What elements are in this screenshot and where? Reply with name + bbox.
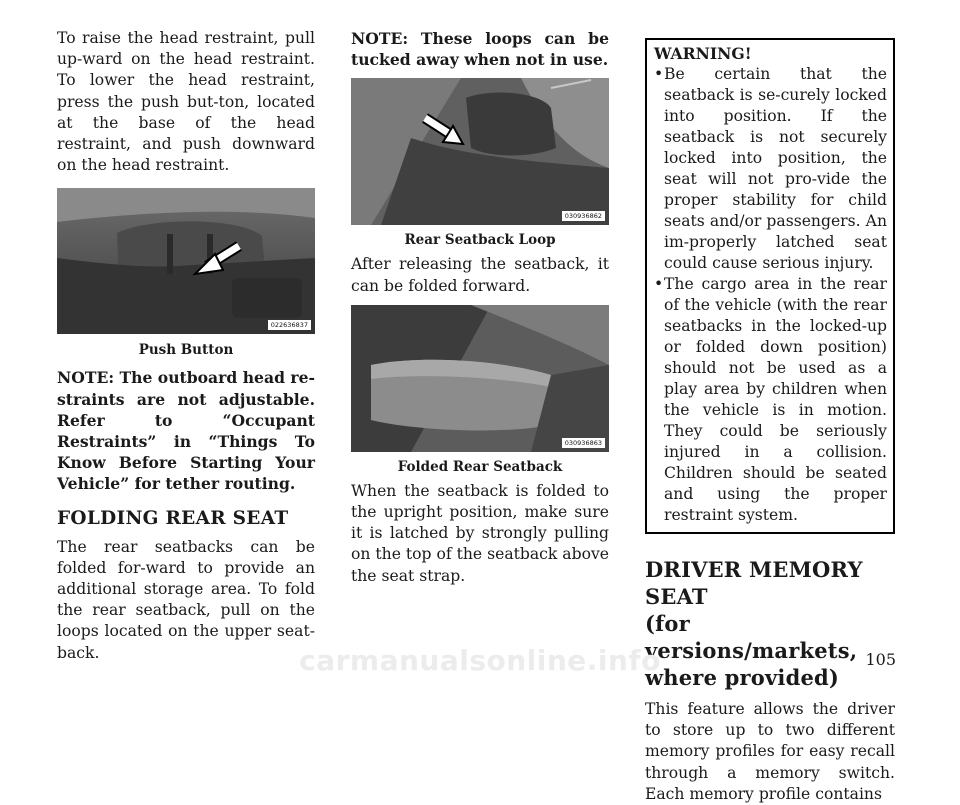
push-button-photo (57, 188, 315, 334)
loops-note: NOTE: These loops can be tucked away when not in use. (351, 29, 609, 70)
column-middle (351, 28, 609, 587)
warning-title: WARNING! (654, 44, 752, 63)
after-releasing-paragraph: After releasing the seatback, it can be folded forward. (351, 255, 609, 295)
image-code: 030936862 (562, 211, 605, 221)
rear-seatback-loop-caption: Rear Seatback Loop (404, 232, 556, 249)
bullet-icon: • (654, 275, 664, 293)
folding-rear-seat-paragraph: The rear seatbacks can be folded for-ward to provide an additional storage area. To fold the rear seatback, pull on the loops located on the upper seat-back. (57, 537, 315, 662)
heading-line: (for versions/markets, (645, 611, 858, 663)
upright-latch-paragraph: When the seatback is folded to the upright position, make sure it is latched by strongly pulling on the top of the seatback above the seat strap. (351, 481, 610, 585)
warning-box (645, 38, 895, 534)
heading-line: DRIVER MEMORY SEAT (645, 557, 863, 609)
image-code: 030936863 (562, 438, 605, 448)
column-right (645, 38, 895, 805)
push-button-illustration (57, 188, 315, 334)
page-number: 105 (865, 650, 896, 669)
heading-line: where provided) (645, 665, 840, 690)
head-restraint-paragraph: To raise the head restraint, pull up-ward on the head restraint. To lower the head restraint, press the push but-ton, located at the base of the head restraint, and push downward on the head restraint. (57, 29, 315, 175)
warning-bullet (654, 64, 887, 274)
column-left (57, 28, 315, 664)
memory-feature-paragraph: This feature allows the driver to store up to two different memory profiles for easy recall through a memory switch. Each memory profile contains (645, 700, 895, 803)
folded-rear-seatback-caption: Folded Rear Seatback (397, 458, 563, 475)
rear-seatback-loop-photo (351, 78, 609, 225)
folding-rear-seat-heading: FOLDING REAR SEAT (57, 507, 289, 529)
outboard-note: NOTE: The outboard head re-straints are not adjustable. Refer to “Occupant Restraints” in “Things To Know Before Starting Your Vehicle” for tether routing. (57, 368, 316, 494)
warning-bullet (654, 274, 887, 526)
seatback-loop-illustration (351, 78, 609, 225)
image-code: 022636837 (268, 320, 311, 330)
push-button-caption: Push Button (138, 342, 234, 359)
folded-seatback-illustration (351, 305, 609, 452)
warning-bullet-text: Be certain that the seatback is se-curely locked into position. If the seatback is not securely locked into position, the seat will not pro-vide the proper stability for child seats and/or passengers. An im-properly latched seat could cause serious injury. (664, 65, 887, 272)
bullet-icon: • (654, 65, 664, 83)
warning-bullet-text: The cargo area in the rear of the vehicle (with the rear seatbacks in the locked-up or folded down position) should not be used as a play area by children when the vehicle is in motion. They could be seriously injured in a collision. Children should be seated and using the proper restraint system. (664, 275, 887, 524)
watermark: carmanualsonline.info (299, 644, 661, 677)
folded-rear-seatback-photo (351, 305, 609, 452)
